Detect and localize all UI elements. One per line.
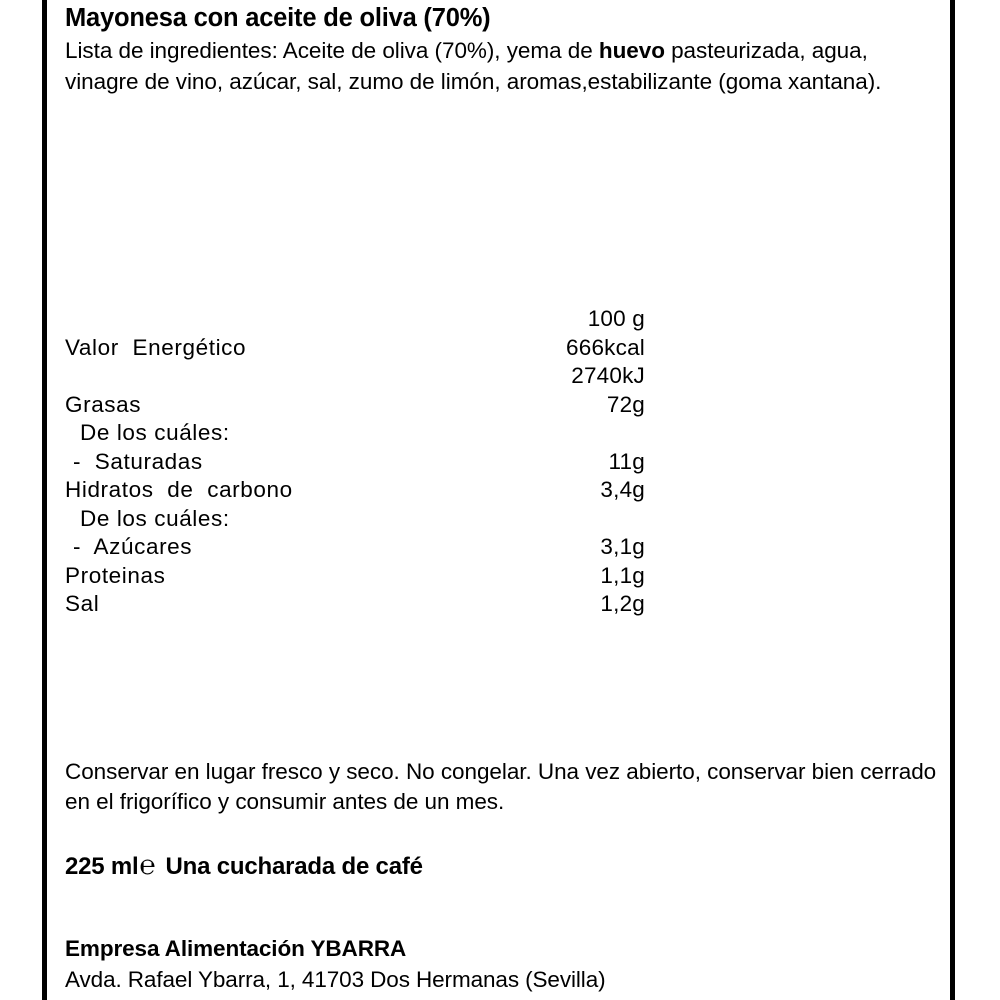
allergen-huevo: huevo [598, 38, 665, 63]
nutrient-value: 1,2g [600, 591, 645, 616]
nutrient-value: 3,1g [600, 534, 645, 559]
nutrient-value: 3,4g [600, 477, 645, 502]
estimated-sign-icon: ℮ [139, 850, 156, 880]
nutrition-rows [65, 334, 645, 619]
net-volume: 225 ml [65, 853, 139, 880]
table-header-row [65, 305, 645, 334]
nutrient-label: - Saturadas [73, 448, 203, 474]
nutrient-label: Proteinas [65, 562, 166, 588]
nutrition-column-header: 100 g [587, 306, 645, 331]
page-title: Mayonesa con aceite de oliva (70%) [65, 4, 491, 32]
nutrient-value: 1,1g [600, 562, 645, 588]
table-row [65, 476, 645, 505]
ingredients-lead-in: Lista de ingredientes: Aceite de oliva (70%), yema de [65, 38, 599, 63]
nutrient-label: Sal [65, 591, 100, 616]
table-row [65, 505, 645, 534]
table-row [65, 590, 645, 619]
header-section [47, 3, 950, 97]
table-row [65, 391, 645, 420]
table-row [65, 362, 645, 391]
table-row [65, 419, 645, 448]
volume-serving-line [65, 850, 423, 881]
nutrition-label-frame [42, 0, 955, 1000]
nutrient-label: De los cuáles: [80, 505, 230, 531]
table-row [65, 533, 645, 562]
nutrition-table [65, 305, 645, 619]
nutrient-label: - Azúcares [73, 534, 193, 559]
company-address: Avda. Rafael Ybarra, 1, 41703 Dos Hermanas (Sevilla) [65, 967, 606, 992]
table-row [65, 562, 645, 591]
nutrient-label: Hidratos de carbono [65, 477, 293, 502]
nutrient-label: De los cuáles: [80, 420, 230, 445]
table-row [65, 448, 645, 477]
ingredients-list [65, 36, 935, 97]
ingredients-rest: pasteurizada, agua, vinagre de vino, azúcar, sal, zumo de limón, aromas,estabilizante (goma xantana). [65, 38, 882, 94]
table-row [65, 334, 645, 363]
company-name: Empresa Alimentación YBARRA [65, 936, 407, 961]
nutrient-value: 2740kJ [571, 363, 645, 388]
serving-size: Una cucharada de café [165, 853, 423, 880]
nutrient-value: 72g [606, 391, 645, 417]
nutrient-label: Grasas [65, 391, 142, 417]
company-info [65, 933, 940, 995]
nutrient-label: Valor Energético [65, 334, 247, 360]
storage-instructions: Conservar en lugar fresco y seco. No congelar. Una vez abierto, conservar bien cerrado en el frigorífico y consumir antes de un mes. [65, 759, 937, 814]
nutrient-value: 666kcal [566, 334, 645, 360]
nutrient-value: 11g [608, 448, 645, 474]
